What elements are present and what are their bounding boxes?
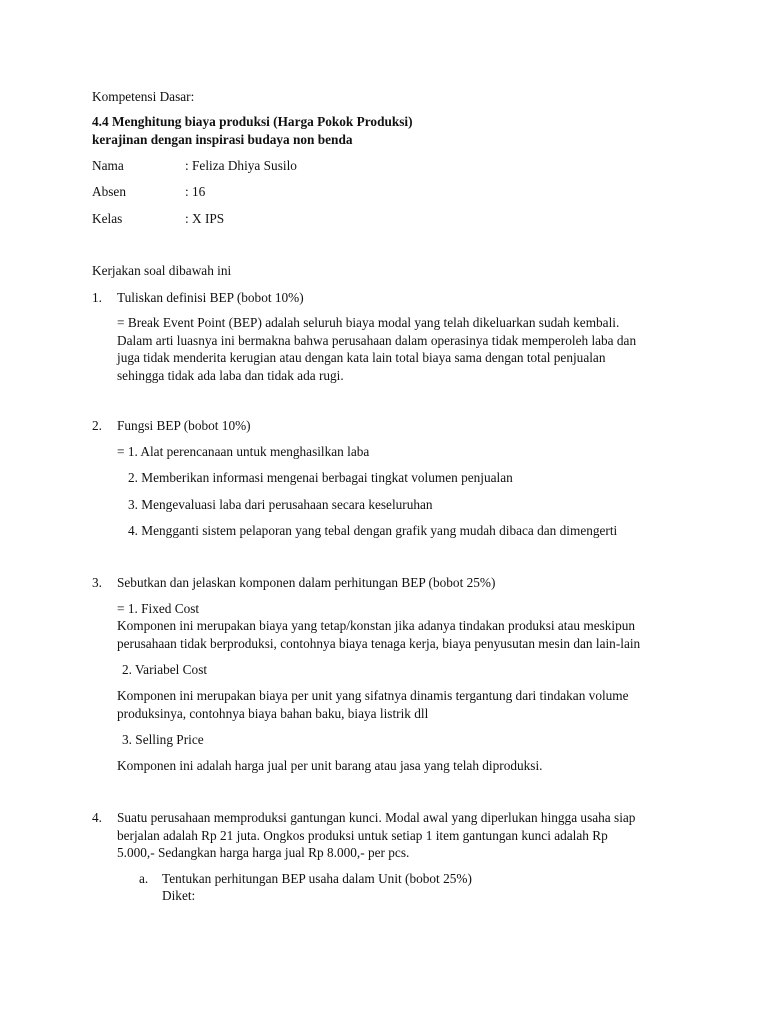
field-value-absen: : 16 <box>185 184 206 199</box>
description-line: perusahaan tidak berproduksi, contohnya biaya tenaga kerja, biaya penyusutan mesin dan lain-lain <box>117 635 641 651</box>
function-item: = 1. Alat perencanaan untuk menghasilkan laba <box>117 444 370 459</box>
title-line-1: 4.4 Menghitung biaya produksi (Harga Pokok Produksi) <box>92 114 413 129</box>
question-3-number: 3. <box>92 575 102 590</box>
component-description: Komponen ini adalah harga jual per unit barang atau jasa yang telah diproduksi. <box>117 758 543 773</box>
answer-line: juga tidak menderita kerugian atau dengan kata lain total biaya sama dengan total penjualan <box>117 350 606 365</box>
component-heading: 3. Selling Price <box>122 732 204 747</box>
sub-question-letter: a. <box>139 871 149 886</box>
field-value-kelas: : X IPS <box>185 211 225 226</box>
question-1-number: 1. <box>92 290 102 305</box>
description-line: Komponen ini merupakan biaya per unit yang sifatnya dinamis tergantung dari tindakan volume <box>117 688 629 703</box>
component-heading: = 1. Fixed Cost <box>117 601 200 616</box>
question-2-number: 2. <box>92 418 102 433</box>
title-line-2: kerajinan dengan inspirasi budaya non benda <box>92 132 353 147</box>
field-label-name: Nama <box>92 158 124 173</box>
question-line: berjalan adalah Rp 21 juta. Ongkos produksi untuk setiap 1 item gantungan kunci adalah Rp <box>117 827 608 843</box>
instruction: Kerjakan soal dibawah ini <box>92 263 232 278</box>
description-line: Komponen ini merupakan biaya yang tetap/konstan jika adanya tindakan produksi atau meskipun <box>117 618 636 633</box>
question-2-text: Fungsi BEP (bobot 10%) <box>117 418 251 433</box>
question-line: Suatu perusahaan memproduksi gantungan kunci. Modal awal yang diperlukan hingga usaha siap <box>117 810 636 825</box>
question-3-text: Sebutkan dan jelaskan komponen dalam perhitungan BEP (bobot 25%) <box>117 575 496 590</box>
field-label-absen: Absen <box>92 184 126 199</box>
question-4-number: 4. <box>92 810 102 825</box>
function-item: 4. Mengganti sistem pelaporan yang tebal dengan grafik yang mudah dibaca dan dimengerti <box>128 523 618 538</box>
answer-line: Dalam arti luasnya ini bermakna bahwa perusahaan dalam operasinya tidak memperoleh laba dan <box>117 332 637 348</box>
component-description <box>117 617 640 652</box>
question-4-text <box>117 809 635 862</box>
answer-line: = Break Event Point (BEP) adalah seluruh biaya modal yang telah dikeluarkan sudah kembali. <box>117 315 620 330</box>
question-1-text: Tuliskan definisi BEP (bobot 10%) <box>117 290 304 305</box>
question-line: 5.000,- Sedangkan harga harga jual Rp 8.000,- per pcs. <box>117 845 410 860</box>
answer-line: sehingga tidak ada laba dan tidak ada rugi. <box>117 367 344 383</box>
sub-question-note: Diket: <box>162 888 196 903</box>
description-line: produksinya, contohnya biaya bahan baku, biaya listrik dll <box>117 705 429 721</box>
function-item: 2. Memberikan informasi mengenai berbagai tingkat volumen penjualan <box>128 470 513 485</box>
question-1-answer <box>117 314 636 384</box>
field-label-kelas: Kelas <box>92 211 123 226</box>
component-description <box>117 687 629 722</box>
function-item: 3. Mengevaluasi laba dari perusahaan secara keseluruhan <box>128 497 433 512</box>
field-value-name: : Feliza Dhiya Susilo <box>185 158 297 173</box>
sub-question-text: Tentukan perhitungan BEP usaha dalam Unit (bobot 25%) <box>162 871 472 886</box>
competency-label: Kompetensi Dasar: <box>92 89 195 104</box>
component-heading: 2. Variabel Cost <box>122 662 208 677</box>
